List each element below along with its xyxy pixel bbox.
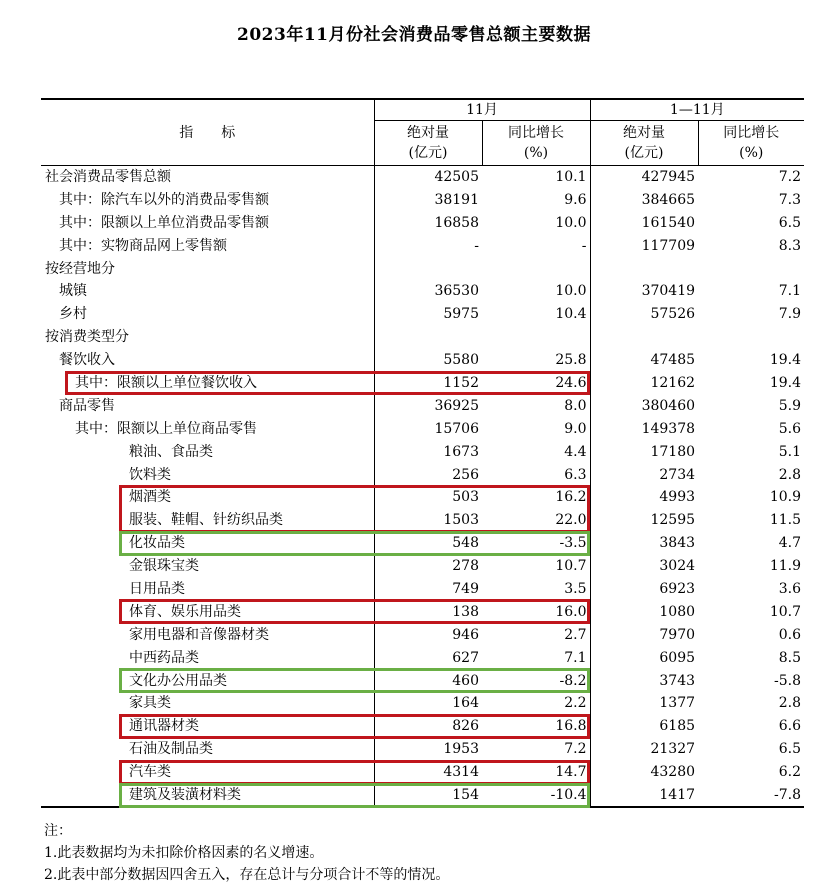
- abs-unit: (亿元): [408, 145, 448, 161]
- table-row: [41, 234, 804, 257]
- cell-ytd-abs: 3743: [590, 669, 698, 692]
- nov-abs-header: [374, 121, 482, 166]
- cell-nov-abs: -: [374, 234, 482, 257]
- cell-nov-yoy: 10.7: [555, 558, 587, 575]
- row-label: 其中：除汽车以外的消费品零售额: [59, 191, 269, 208]
- abs-label: 绝对量: [623, 125, 666, 141]
- cell-ytd-yoy: 7.1: [778, 283, 802, 300]
- cell-nov-yoy: [482, 326, 590, 349]
- ytd-abs-header: [590, 121, 698, 166]
- cell-ytd-abs: 1080: [590, 600, 698, 623]
- cell-nov-abs: [374, 326, 482, 349]
- abs-unit: (亿元): [624, 145, 664, 161]
- cell-ytd-yoy: [698, 326, 804, 349]
- cell-ytd-yoy: 6.5: [778, 214, 802, 231]
- table-row: [41, 440, 804, 463]
- cell-ytd-yoy: 5.9: [778, 397, 802, 414]
- cell-nov-abs: 627: [374, 646, 482, 669]
- cell-nov-yoy: 4.4: [564, 443, 587, 460]
- cell-nov-abs: 138: [374, 600, 482, 623]
- cell-ytd-abs: 12162: [590, 372, 698, 395]
- cell-nov-yoy: 10.4: [555, 306, 587, 323]
- cell-nov-abs: 1503: [374, 509, 482, 532]
- cell-ytd-abs: 2734: [590, 463, 698, 486]
- cell-nov-abs: 5975: [374, 303, 482, 326]
- row-label: 其中：实物商品网上零售额: [59, 237, 227, 254]
- period-nov-header: 11月: [374, 99, 590, 121]
- row-label: 按经营地分: [45, 260, 115, 277]
- cell-nov-abs: 5580: [374, 349, 482, 372]
- cell-nov-yoy: 10.0: [555, 214, 587, 231]
- cell-ytd-abs: 1377: [590, 692, 698, 715]
- cell-nov-abs: 1673: [374, 440, 482, 463]
- row-label: 体育、娱乐用品类: [129, 603, 241, 620]
- row-label: 其中：限额以上单位餐饮收入: [75, 374, 257, 391]
- period-ytd-header: 1—11月: [590, 99, 804, 121]
- cell-ytd-yoy: 2.8: [778, 695, 802, 712]
- cell-ytd-yoy: 19.4: [769, 374, 802, 391]
- cell-nov-yoy: 8.0: [564, 397, 587, 414]
- cell-ytd-abs: 427945: [590, 166, 698, 189]
- row-label: 通讯器材类: [129, 718, 199, 735]
- notes-heading: 注：: [44, 823, 72, 839]
- cell-nov-yoy: 14.7: [555, 764, 587, 781]
- cell-ytd-abs: 1417: [590, 784, 698, 807]
- row-label: 金银珠宝类: [129, 558, 199, 575]
- cell-ytd-yoy: 10.7: [769, 603, 802, 620]
- table-row: [41, 784, 804, 807]
- cell-ytd-yoy: -5.8: [774, 672, 802, 689]
- cell-nov-yoy: 7.1: [564, 649, 587, 666]
- cell-nov-yoy: -: [581, 237, 587, 254]
- cell-nov-abs: 749: [374, 578, 482, 601]
- cell-nov-abs: 36925: [374, 394, 482, 417]
- cell-ytd-abs: 21327: [590, 738, 698, 761]
- cell-nov-yoy: 10.1: [555, 169, 587, 186]
- cell-nov-yoy: 22.0: [555, 512, 587, 529]
- cell-ytd-abs: [590, 257, 698, 280]
- cell-ytd-abs: 370419: [590, 280, 698, 303]
- cell-ytd-yoy: 11.5: [769, 512, 802, 529]
- table-row: [41, 646, 804, 669]
- cell-nov-yoy: 16.2: [555, 489, 587, 506]
- ytd-yoy-header: [698, 121, 804, 166]
- table-row: [41, 394, 804, 417]
- nov-yoy-header: [482, 121, 590, 166]
- row-label: 汽车类: [129, 764, 171, 781]
- table-row: [41, 211, 804, 234]
- cell-ytd-abs: 4993: [590, 486, 698, 509]
- table-row: [41, 509, 804, 532]
- cell-ytd-yoy: 5.1: [778, 443, 802, 460]
- page-title: 2023年11月份社会消费品零售总额主要数据: [237, 25, 591, 45]
- note-2: 2.此表中部分数据因四舍五入，存在总计与分项合计不等的情况。: [44, 867, 450, 883]
- cell-nov-yoy: -10.4: [482, 784, 590, 807]
- cell-ytd-yoy: [698, 257, 804, 280]
- cell-ytd-abs: 6095: [590, 646, 698, 669]
- table-row: [41, 761, 804, 784]
- table-row: [41, 303, 804, 326]
- cell-nov-abs: 154: [374, 784, 482, 807]
- cell-nov-yoy: 10.0: [555, 283, 587, 300]
- table-row: [41, 257, 804, 280]
- row-label: 中西药品类: [129, 649, 199, 666]
- table-row: [41, 692, 804, 715]
- row-label: 家具类: [129, 695, 171, 712]
- cell-ytd-abs: 380460: [590, 394, 698, 417]
- table-row: [41, 463, 804, 486]
- table-row: [41, 738, 804, 761]
- note-1: 1.此表数据均为未扣除价格因素的名义增速。: [44, 845, 324, 861]
- yoy-label: 同比增长: [723, 125, 780, 141]
- cell-ytd-yoy: 7.9: [778, 306, 802, 323]
- table-row: [41, 600, 804, 623]
- table-row: [41, 188, 804, 211]
- row-label: 文化办公用品类: [129, 672, 227, 689]
- table-row: [41, 555, 804, 578]
- cell-nov-yoy: 16.0: [555, 603, 587, 620]
- row-label: 其中：限额以上单位消费品零售额: [59, 214, 269, 231]
- cell-nov-abs: 256: [374, 463, 482, 486]
- cell-nov-abs: 548: [374, 532, 482, 555]
- table-row: [41, 326, 804, 349]
- yoy-unit: (%): [523, 145, 549, 161]
- table-row: [41, 669, 804, 692]
- cell-ytd-yoy: 8.3: [778, 237, 802, 254]
- notes: [44, 820, 449, 886]
- row-label: 日用品类: [129, 580, 185, 597]
- cell-nov-yoy: -3.5: [559, 535, 587, 552]
- cell-nov-abs: 42505: [374, 166, 482, 189]
- cell-ytd-abs: 117709: [590, 234, 698, 257]
- cell-ytd-yoy: 7.3: [778, 191, 802, 208]
- cell-ytd-abs: 17180: [590, 440, 698, 463]
- cell-nov-abs: 946: [374, 623, 482, 646]
- cell-ytd-abs: [590, 326, 698, 349]
- cell-nov-abs: 164: [374, 692, 482, 715]
- cell-ytd-abs: 43280: [590, 761, 698, 784]
- cell-nov-yoy: 6.3: [564, 466, 587, 483]
- cell-nov-yoy: 9.0: [564, 420, 587, 437]
- cell-nov-abs: 826: [374, 715, 482, 738]
- table-row: [41, 166, 804, 189]
- cell-nov-yoy: 7.2: [564, 741, 587, 758]
- cell-ytd-yoy: 2.8: [778, 466, 802, 483]
- row-label: 其中：限额以上单位商品零售: [75, 420, 257, 437]
- cell-ytd-yoy: 10.9: [769, 489, 802, 506]
- row-label: 化妆品类: [129, 535, 185, 552]
- cell-ytd-yoy: 8.5: [778, 649, 802, 666]
- cell-nov-abs: [374, 257, 482, 280]
- row-label: 城镇: [59, 283, 87, 300]
- indicator-header: 指 标: [41, 99, 374, 166]
- cell-nov-abs: 36530: [374, 280, 482, 303]
- table-body: [41, 166, 804, 807]
- cell-nov-yoy: -8.2: [559, 672, 587, 689]
- table-row: [41, 623, 804, 646]
- cell-ytd-yoy: 4.7: [778, 535, 802, 552]
- row-label: 按消费类型分: [45, 329, 129, 346]
- cell-ytd-abs: 6923: [590, 578, 698, 601]
- row-label: 石油及制品类: [129, 741, 213, 758]
- cell-nov-abs: 503: [374, 486, 482, 509]
- cell-ytd-yoy: 5.6: [778, 420, 802, 437]
- cell-ytd-abs: 57526: [590, 303, 698, 326]
- cell-ytd-abs: 6185: [590, 715, 698, 738]
- yoy-unit: (%): [739, 145, 764, 161]
- cell-ytd-yoy: -7.8: [698, 784, 804, 807]
- cell-nov-abs: 4314: [374, 761, 482, 784]
- cell-nov-abs: 1152: [374, 372, 482, 395]
- cell-nov-yoy: 24.6: [555, 374, 587, 391]
- table-row: [41, 578, 804, 601]
- row-label: 粮油、食品类: [129, 443, 213, 460]
- cell-ytd-yoy: 6.5: [778, 741, 802, 758]
- cell-ytd-yoy: 19.4: [769, 352, 802, 369]
- row-label: 乡村: [59, 306, 87, 323]
- cell-ytd-abs: 161540: [590, 211, 698, 234]
- cell-ytd-abs: 7970: [590, 623, 698, 646]
- cell-ytd-abs: 3843: [590, 532, 698, 555]
- cell-nov-abs: 278: [374, 555, 482, 578]
- table-row: [41, 715, 804, 738]
- cell-nov-abs: 38191: [374, 188, 482, 211]
- cell-ytd-abs: 384665: [590, 188, 698, 211]
- cell-ytd-yoy: 6.6: [778, 718, 802, 735]
- cell-nov-yoy: 9.6: [564, 191, 587, 208]
- cell-ytd-abs: 149378: [590, 417, 698, 440]
- row-label: 商品零售: [59, 397, 115, 414]
- row-label: 家用电器和音像器材类: [129, 626, 269, 643]
- cell-nov-abs: 15706: [374, 417, 482, 440]
- cell-nov-yoy: 3.5: [564, 580, 587, 597]
- table-row: [41, 372, 804, 395]
- cell-ytd-yoy: 6.2: [778, 764, 802, 781]
- cell-nov-abs: 16858: [374, 211, 482, 234]
- row-label: 餐饮收入: [59, 352, 115, 369]
- cell-ytd-yoy: 3.6: [778, 580, 802, 597]
- cell-ytd-yoy: 0.6: [778, 626, 802, 643]
- cell-nov-yoy: 25.8: [555, 352, 587, 369]
- cell-nov-yoy: [482, 257, 590, 280]
- yoy-label: 同比增长: [508, 125, 564, 141]
- cell-ytd-abs: 47485: [590, 349, 698, 372]
- row-label: 服装、鞋帽、针纺织品类: [129, 512, 283, 529]
- cell-nov-yoy: 2.7: [564, 626, 587, 643]
- row-label: 饮料类: [129, 466, 171, 483]
- cell-ytd-abs: 12595: [590, 509, 698, 532]
- cell-nov-yoy: 16.8: [555, 718, 587, 735]
- row-label: 社会消费品零售总额: [45, 169, 171, 186]
- cell-ytd-yoy: 7.2: [778, 169, 802, 186]
- row-label: 建筑及装潢材料类: [41, 784, 374, 807]
- cell-ytd-yoy: 11.9: [769, 558, 802, 575]
- cell-nov-abs: 1953: [374, 738, 482, 761]
- table-row: [41, 349, 804, 372]
- row-label: 烟酒类: [129, 489, 171, 506]
- cell-nov-abs: 460: [374, 669, 482, 692]
- cell-nov-yoy: 2.2: [564, 695, 587, 712]
- table-row: [41, 532, 804, 555]
- table-row: [41, 417, 804, 440]
- abs-label: 绝对量: [407, 125, 449, 141]
- table-row: [41, 280, 804, 303]
- cell-ytd-abs: 3024: [590, 555, 698, 578]
- table-row: [41, 486, 804, 509]
- retail-sales-table: [41, 98, 804, 808]
